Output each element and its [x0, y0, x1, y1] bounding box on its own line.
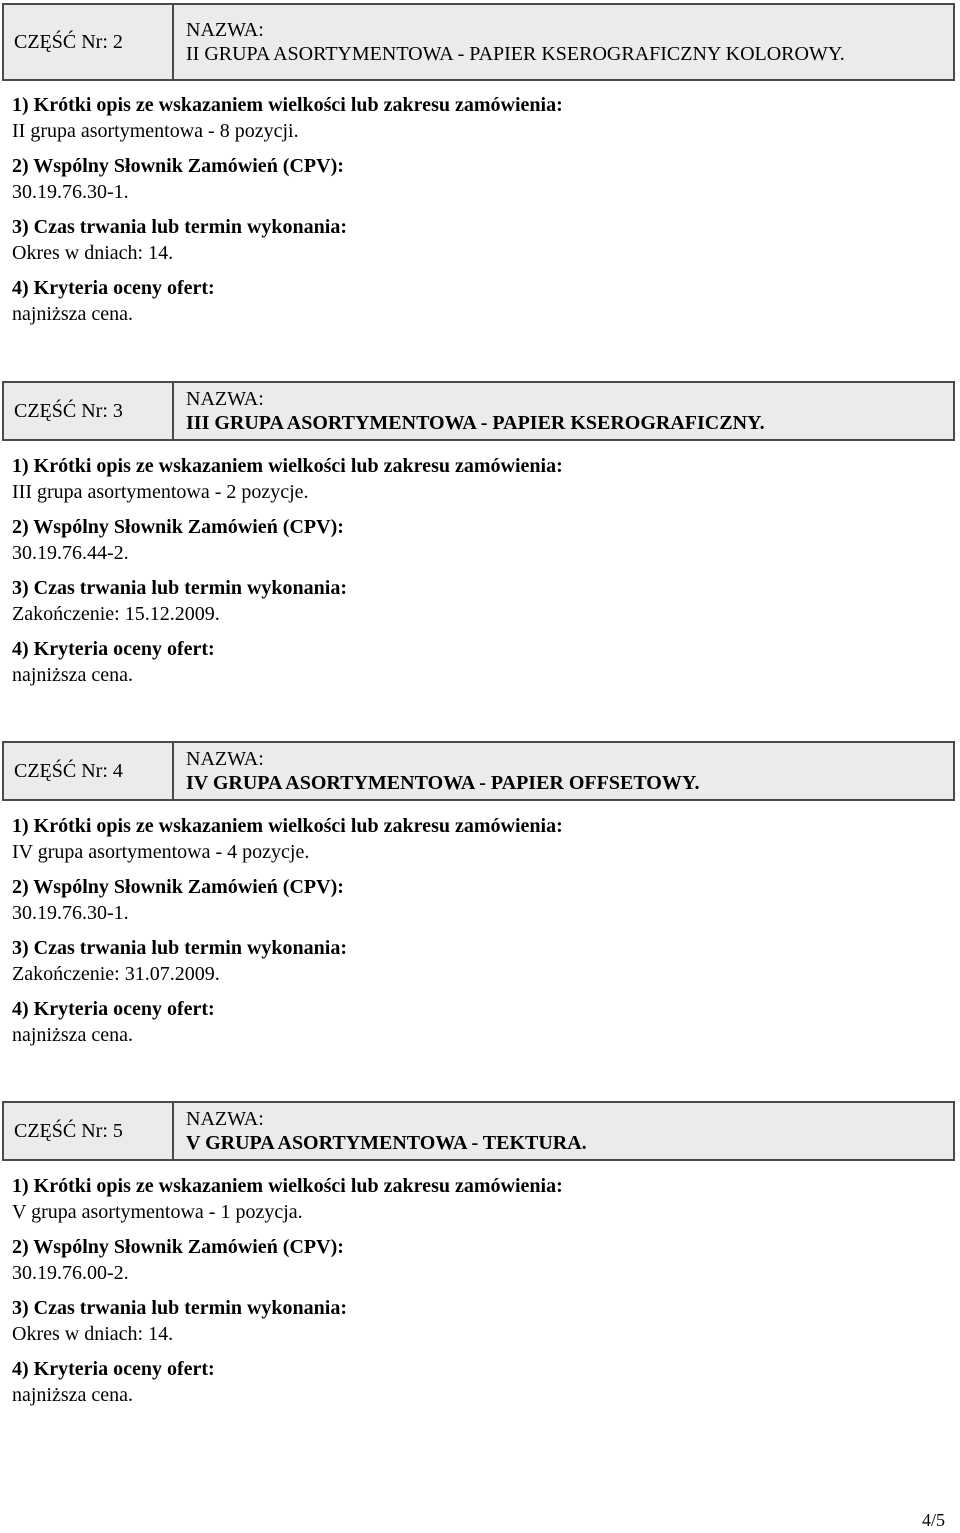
field-duration — [12, 575, 942, 627]
part-name-value: V GRUPA ASORTYMENTOWA - TEKTURA. — [186, 1132, 587, 1154]
field-label: 3) Czas trwania lub termin wykonania: — [12, 216, 348, 238]
field-criteria — [12, 1356, 942, 1408]
field-duration — [12, 214, 942, 266]
field-cpv — [12, 874, 942, 926]
field-cpv — [12, 153, 942, 205]
part-number-label: CZĘŚĆ Nr: 2 — [14, 30, 123, 53]
part-name-label: NAZWA: — [186, 388, 264, 410]
part-fields-5 — [12, 1173, 942, 1417]
field-label: 1) Krótki opis ze wskazaniem wielkości lub zakresu zamówienia: — [12, 455, 563, 477]
part-name-cell — [174, 743, 953, 799]
field-label: 4) Kryteria oceny ofert: — [12, 277, 215, 299]
field-value: Okres w dniach: 14. — [12, 1323, 174, 1345]
field-description — [12, 453, 942, 505]
field-value: Okres w dniach: 14. — [12, 242, 174, 264]
field-value: najniższa cena. — [12, 1384, 134, 1406]
part-header-2 — [2, 3, 955, 81]
field-value: II grupa asortymentowa - 8 pozycji. — [12, 120, 299, 142]
field-label: 2) Wspólny Słownik Zamówień (CPV): — [12, 1236, 344, 1258]
part-number-cell — [4, 383, 174, 439]
field-value: najniższa cena. — [12, 664, 134, 686]
field-value: 30.19.76.44-2. — [12, 542, 129, 564]
field-description — [12, 92, 942, 144]
part-name-label: NAZWA: — [186, 19, 264, 41]
field-value: najniższa cena. — [12, 1024, 134, 1046]
field-value: V grupa asortymentowa - 1 pozycja. — [12, 1201, 303, 1223]
part-header-3 — [2, 381, 955, 441]
part-number-label: CZĘŚĆ Nr: 5 — [14, 1119, 123, 1142]
part-name-cell — [174, 5, 953, 79]
field-value: Zakończenie: 31.07.2009. — [12, 963, 220, 985]
part-number-cell — [4, 5, 174, 79]
field-cpv — [12, 1234, 942, 1286]
part-header-4 — [2, 741, 955, 801]
field-value: 30.19.76.00-2. — [12, 1262, 129, 1284]
field-label: 4) Kryteria oceny ofert: — [12, 1358, 215, 1380]
field-label: 4) Kryteria oceny ofert: — [12, 998, 215, 1020]
field-value: Zakończenie: 15.12.2009. — [12, 603, 220, 625]
field-label: 1) Krótki opis ze wskazaniem wielkości lub zakresu zamówienia: — [12, 1175, 563, 1197]
field-label: 1) Krótki opis ze wskazaniem wielkości lub zakresu zamówienia: — [12, 94, 563, 116]
field-label: 1) Krótki opis ze wskazaniem wielkości lub zakresu zamówienia: — [12, 815, 563, 837]
part-name-cell — [174, 383, 953, 439]
field-duration — [12, 935, 942, 987]
field-label: 3) Czas trwania lub termin wykonania: — [12, 1297, 348, 1319]
part-name-label: NAZWA: — [186, 748, 264, 770]
field-label: 4) Kryteria oceny ofert: — [12, 638, 215, 660]
part-number-cell — [4, 743, 174, 799]
page-number: 4/5 — [921, 1510, 945, 1530]
part-number-cell — [4, 1103, 174, 1159]
field-description — [12, 1173, 942, 1225]
part-number-label: CZĘŚĆ Nr: 3 — [14, 399, 123, 422]
field-value: najniższa cena. — [12, 303, 134, 325]
field-value: IV grupa asortymentowa - 4 pozycje. — [12, 841, 310, 863]
part-number-label: CZĘŚĆ Nr: 4 — [14, 759, 123, 782]
field-duration — [12, 1295, 942, 1347]
part-name-label: NAZWA: — [186, 1108, 264, 1130]
field-label: 2) Wspólny Słownik Zamówień (CPV): — [12, 876, 344, 898]
part-fields-3 — [12, 453, 942, 697]
part-name-value: IV GRUPA ASORTYMENTOWA - PAPIER OFFSETOWY. — [186, 772, 700, 794]
field-label: 2) Wspólny Słownik Zamówień (CPV): — [12, 155, 344, 177]
field-criteria — [12, 996, 942, 1048]
field-criteria — [12, 636, 942, 688]
part-fields-4 — [12, 813, 942, 1057]
field-criteria — [12, 275, 942, 327]
part-name-value: II GRUPA ASORTYMENTOWA - PAPIER KSEROGRAFICZNY KOLOROWY. — [186, 43, 845, 65]
part-fields-2 — [12, 92, 942, 336]
part-name-cell — [174, 1103, 953, 1159]
field-label: 3) Czas trwania lub termin wykonania: — [12, 937, 348, 959]
field-label: 3) Czas trwania lub termin wykonania: — [12, 577, 348, 599]
field-cpv — [12, 514, 942, 566]
field-description — [12, 813, 942, 865]
field-value: 30.19.76.30-1. — [12, 181, 129, 203]
field-label: 2) Wspólny Słownik Zamówień (CPV): — [12, 516, 344, 538]
part-name-value: III GRUPA ASORTYMENTOWA - PAPIER KSEROGRAFICZNY. — [186, 412, 765, 434]
field-value: 30.19.76.30-1. — [12, 902, 129, 924]
part-header-5 — [2, 1101, 955, 1161]
field-value: III grupa asortymentowa - 2 pozycje. — [12, 481, 309, 503]
